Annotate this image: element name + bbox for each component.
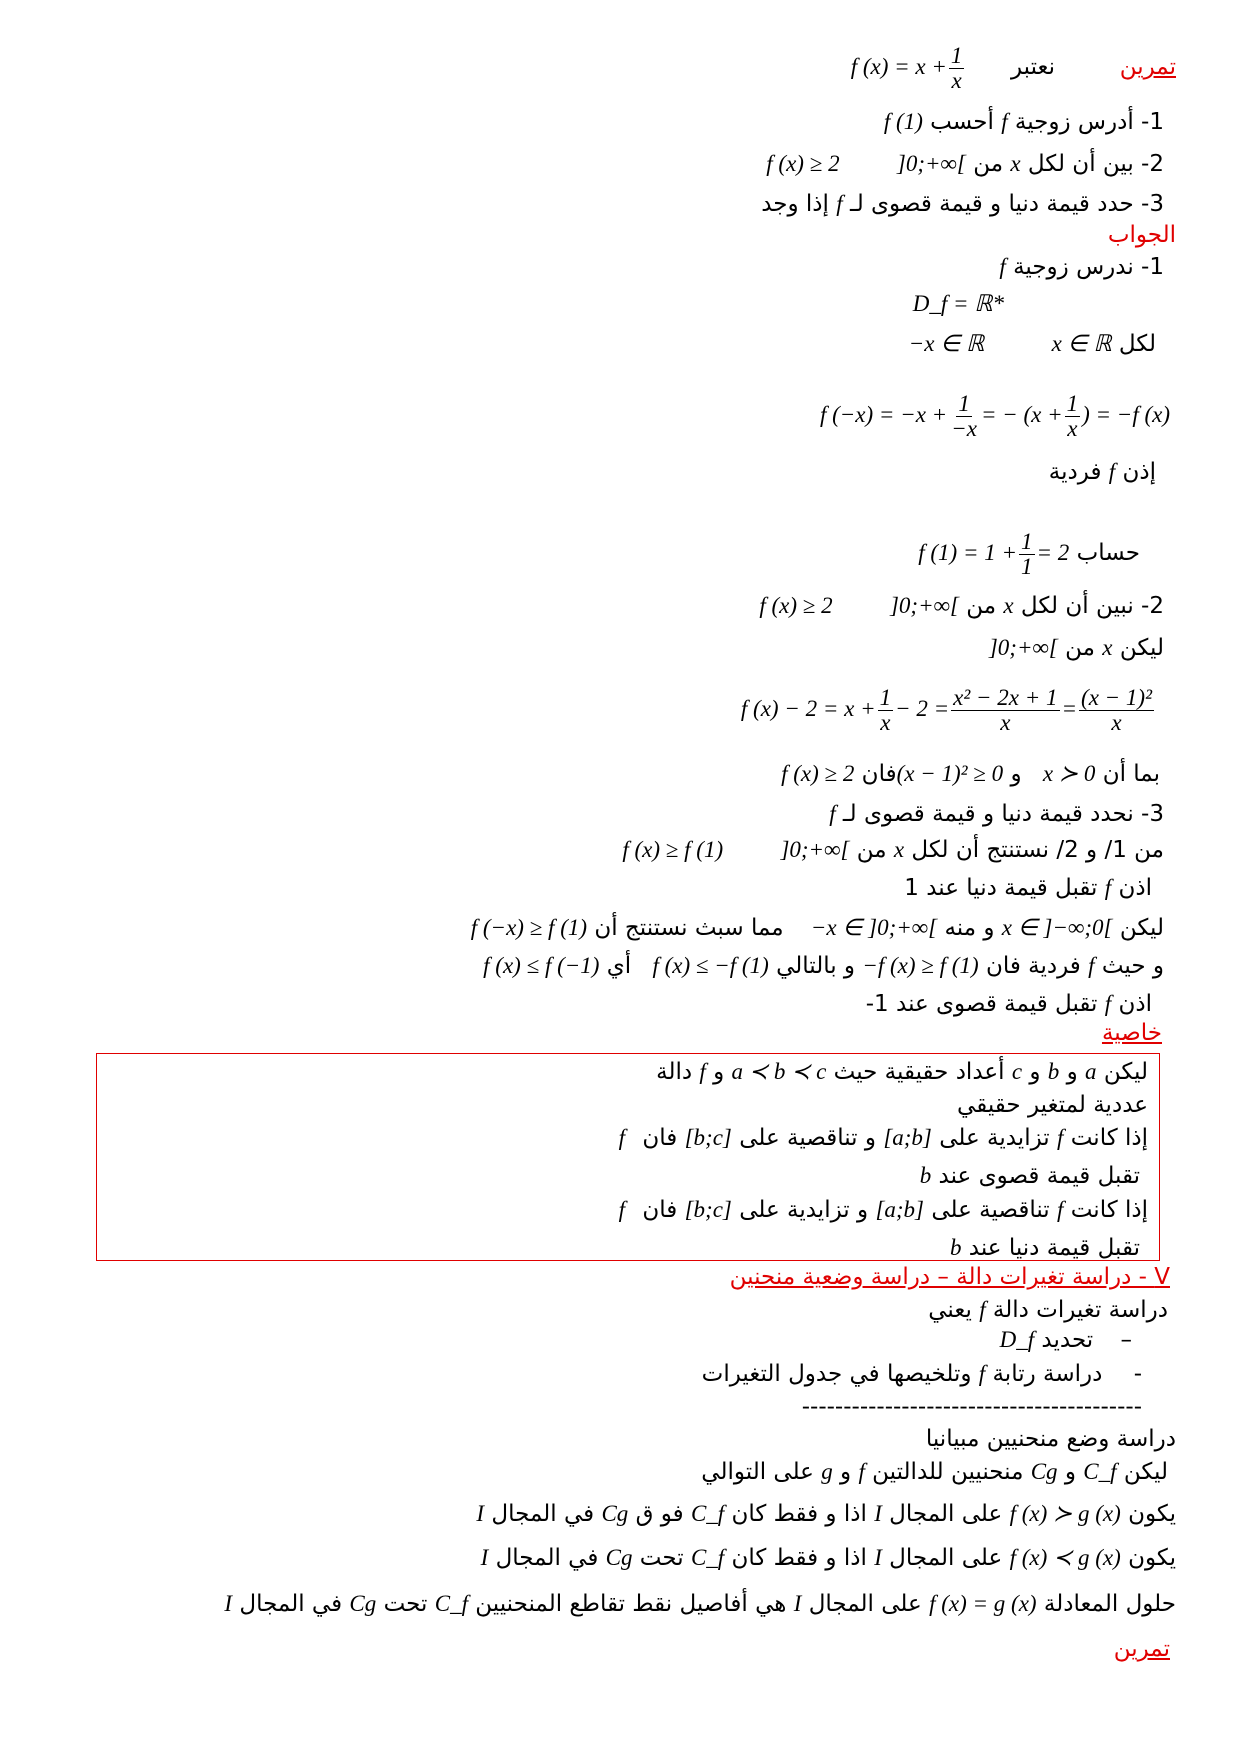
step-1: – تحديد D_f	[999, 1327, 1132, 1353]
answer-label: الجواب	[1107, 222, 1176, 248]
step-2: - دراسة رتابة f وتلخيصها في جدول التغيرات	[701, 1361, 1142, 1387]
curves-line: ليكن C_f و Cg منحنيين للدالتين f و g على التوالي	[701, 1459, 1168, 1485]
answer-3: 3- نحدد قيمة دنيا و قيمة قصوى لـ f	[829, 801, 1164, 827]
since-line: بما أن x ≻ 0 و (x − 1)² ≥ 0فان f (x) ≥ 2	[781, 761, 1160, 787]
exercise-line	[851, 44, 1176, 93]
property-line-5: إذا كانت f تناقصية على [a;b] و تزايدية على [b;c] فان f	[618, 1197, 1148, 1223]
since2-line: و حيث f فردية فان −f (x) ≥ f (1) و بالتالي f (x) ≤ −f (1) أي f (x) ≤ f (−1)	[483, 953, 1164, 979]
compute-line: حساب f (1) = 1 + $\frac{1}{1}$ = 2	[918, 529, 1140, 580]
rule-below: يكون f (x) ≺ g (x) على المجال I اذا و فقط كان C_f تحت Cg في المجال I	[480, 1545, 1176, 1571]
let-line: ليكن x من ]0;+∞[	[988, 635, 1164, 661]
consider-word: نعتبر	[1010, 53, 1056, 80]
rule-intersection: حلول المعادلة f (x) = g (x) على المجال I هي أفاصيل نقط تقاطع المنحنيين C_f تحت Cg في المجال I	[224, 1591, 1176, 1617]
answer-2: 2- نبين أن لكل x من ]0;+∞[ f (x) ≥ 2	[759, 593, 1164, 619]
function-definition: f (x) = x + $\frac{1}{x}$	[850, 43, 963, 94]
min-line: اذن f تقبل قيمة دنيا عند 1	[904, 875, 1152, 901]
question-3: 3- حدد قيمة دنيا و قيمة قصوى لـ f إذا وجد	[761, 191, 1164, 217]
domain: D_f = ℝ*	[912, 291, 1004, 316]
question-1: 1- أدرس زوجية f أحسب f (1)	[883, 109, 1164, 135]
property-line-6: تقبل قيمة دنيا عند b	[949, 1235, 1140, 1261]
question-2: 2- بين أن لكل x من ]0;+∞[ f (x) ≥ 2	[766, 151, 1164, 177]
property-line-4: تقبل قيمة قصوى عند b	[919, 1163, 1140, 1189]
from12-line: من 1/ و 2/ نستنتج أن لكل x من ]0;+∞[ f (x) ≥ f (1)	[622, 837, 1164, 863]
exercise-label-2: تمرين	[1113, 1636, 1170, 1662]
odd-conclusion: إذن f فردية	[1048, 459, 1156, 485]
for-all-line: لكل x ∈ ℝ −x ∈ ℝ	[908, 331, 1156, 357]
property-line-2: عددية لمتغير حقيقي	[957, 1092, 1148, 1118]
let2-line: ليكن x ∈ ]−∞;0[ و منه −x ∈ ]0;+∞[ مما سبث نستنتج أن f (−x) ≥ f (1)	[470, 915, 1164, 941]
max-line: اذن f تقبل قيمة قصوى عند 1-	[865, 991, 1152, 1017]
property-line-3: إذا كانت f تزايدية على [a;b] و تناقصية على [b;c] فان f	[618, 1125, 1148, 1151]
position-title: دراسة وضع منحنيين مبيانيا	[925, 1426, 1176, 1452]
rule-above: يكون f (x) ≻ g (x) على المجال I اذا و فقط كان C_f فو ق Cg في المجال I	[476, 1501, 1176, 1527]
property-label: خاصية	[1101, 1020, 1162, 1046]
odd-equation: f (−x) = −x + $\frac{1}{-x}$ = − (x + $\frac{1}{x}$ ) = −f (x)	[819, 391, 1170, 442]
section-title: V - دراسة تغيرات دالة – دراسة وضعية منحنين	[729, 1264, 1170, 1290]
property-line-1: ليكن a و b و c أعداد حقيقية حيث a ≺ b ≺ c و f دالة	[656, 1059, 1148, 1085]
answer-1: 1- ندرس زوجية f	[999, 254, 1164, 280]
study-line: دراسة تغيرات دالة f يعني	[928, 1297, 1168, 1323]
exercise-label: تمرين	[1119, 53, 1176, 80]
separator: -----------------------------------------	[801, 1394, 1142, 1420]
difference-equation: f (x) − 2 = x + $\frac{1}{x}$ − 2 = $\frac{\text{x² − 2x + 1}}{x}$ = $\frac{\text{(x − 1)²}}{x}$	[740, 685, 1152, 736]
